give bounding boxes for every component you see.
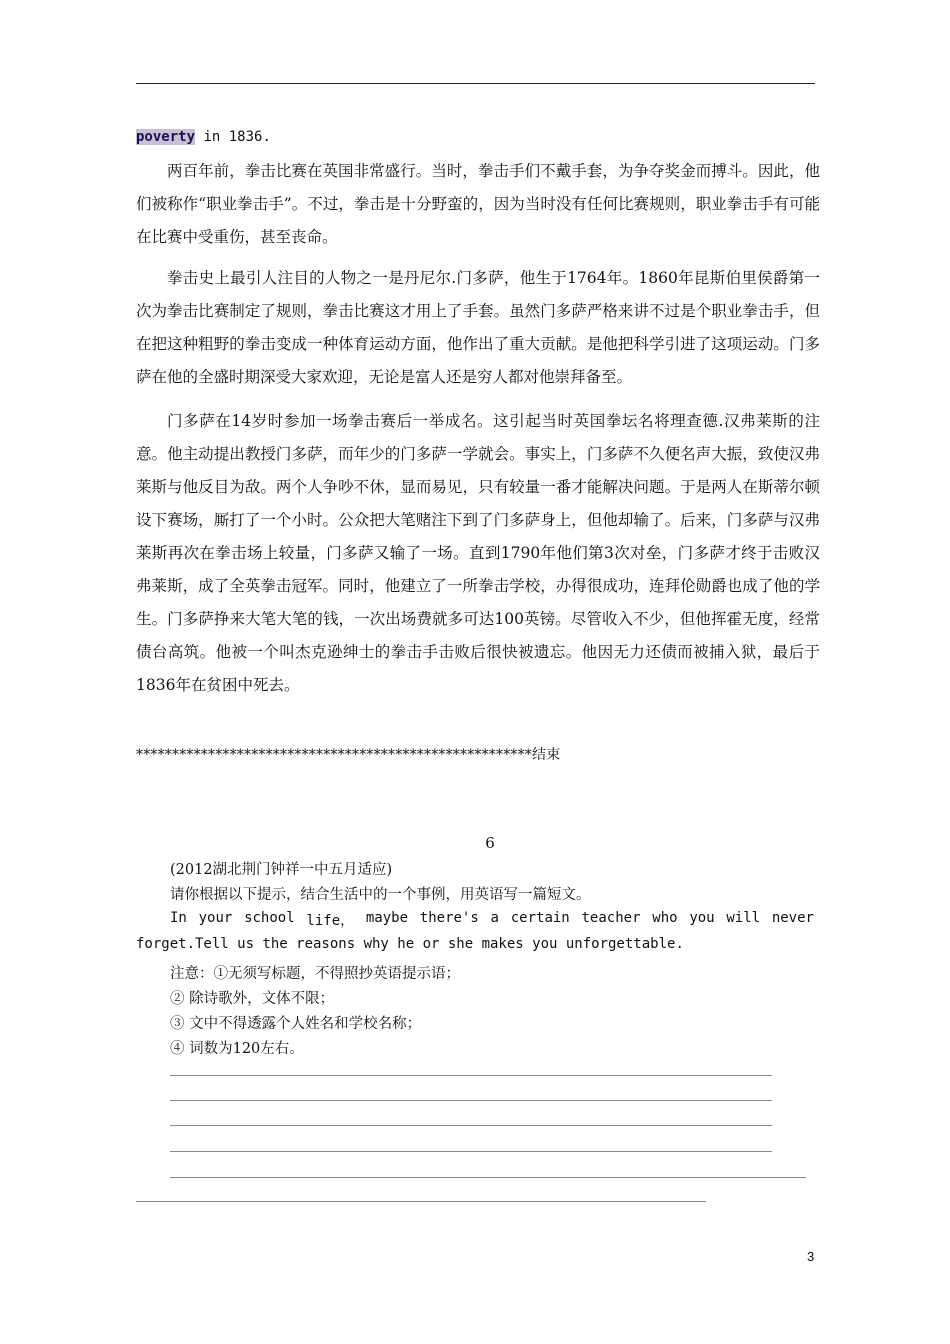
answer-line[interactable]: [170, 1100, 772, 1101]
question-instruction: 请你根据以下提示，结合生活中的一个事例，用英语写一篇短文。: [170, 887, 591, 903]
prompt-word: there's: [419, 910, 479, 926]
paragraph-3: 门多萨在14岁时参加一场拳击赛后一举成名。这引起当时英国拳坛名将理查德.汉弗莱斯的注意。他主动提出教授门多萨，而年少的门多萨一学就会。事实上，门多萨不久便名声大振，致使汉弗莱斯与他反目为敌。两个人争吵不休，显而易见，只有较量一番才能解决问题。于是两人在斯蒂尔顿设下赛场，厮打了一个小时。公众把大笔赌注下到了门多萨身上，但他却输了。后来，门多萨与汉弗莱斯再次在拳击场上较量，门多萨又输了一场。直到1790年他们第3次对垒，门多萨才终于击败汉弗莱斯，成了全英拳击冠军。同时，他建立了一所拳击学校，办得很成功，连拜伦勋爵也成了他的学生。门多萨挣来大笔大笔的钱，一次出场费就多可达100英镑。尽管收入不少，但他挥霍无度，经常债台高筑。他被一个叫杰克逊绅士的拳击手击败后很快被遗忘。他因无力还债而被捕入狱，最后于1836年在贫困中死去。: [136, 412, 820, 694]
header-rule: [136, 83, 815, 84]
answer-line[interactable]: [170, 1151, 772, 1152]
answer-line[interactable]: [136, 1201, 706, 1202]
prompt-line-2: forget.Tell us the reasons why he or she makes you unforgettable.: [136, 936, 684, 952]
continuation-line: [136, 129, 271, 145]
answer-line[interactable]: [170, 1075, 772, 1076]
question-number: 6: [485, 834, 495, 852]
question-source: (2012湖北荆门钟祥一中五月适应): [170, 862, 393, 878]
paragraph-1: 两百年前，拳击比赛在英国非常盛行。当时，拳击手们不戴手套，为争夺奖金而搏斗。因此，他们被称作“职业拳击手”。不过，拳击是十分野蛮的，因为当时没有任何比赛规则，职业拳击手有可能在比赛中受重伤，甚至丧命。: [136, 162, 820, 246]
highlighted-word: poverty: [136, 129, 196, 145]
prompt-word: a: [490, 910, 499, 926]
prompt-word: life，: [306, 913, 355, 929]
continuation-text: in 1836.: [195, 129, 271, 145]
note-2: ② 除诗歌外，文体不限；: [170, 991, 335, 1007]
prompt-word: never: [771, 910, 814, 926]
note-3: ③ 文中不得透露个人姓名和学校名称；: [170, 1016, 422, 1032]
prompt-word: you: [689, 910, 715, 926]
prompt-word: certain: [510, 910, 570, 926]
prompt-word: will: [726, 910, 761, 926]
prompt-word: school: [244, 910, 295, 926]
prompt-word: maybe: [365, 910, 409, 926]
note-1: 注意：①无须写标题，不得照抄英语提示语；: [170, 966, 460, 982]
prompt-word: teacher: [581, 910, 641, 926]
prompt-word: your: [198, 910, 233, 926]
answer-line[interactable]: [170, 1177, 806, 1178]
paragraph-2: 拳击史上最引人注目的人物之一是丹尼尔.门多萨，他生于1764年。1860年昆斯伯里侯爵第一次为拳击比赛制定了规则，拳击比赛这才用上了手套。虽然门多萨严格来讲不过是个职业拳击手，但在把这种粗野的拳击变成一种体育运动方面，他作出了重大贡献。是他把科学引进了这项运动。门多萨在他的全盛时期深受大家欢迎，无论是富人还是穷人都对他崇拜备至。: [136, 269, 820, 386]
answer-line[interactable]: [170, 1125, 772, 1126]
page-number: 3: [807, 1249, 815, 1264]
prompt-line-1: [170, 910, 814, 930]
prompt-word: who: [652, 910, 678, 926]
note-4: ④ 词数为120左右。: [170, 1041, 304, 1057]
prompt-word: In: [170, 910, 187, 926]
end-marker: *******************************************************结束: [136, 747, 561, 763]
